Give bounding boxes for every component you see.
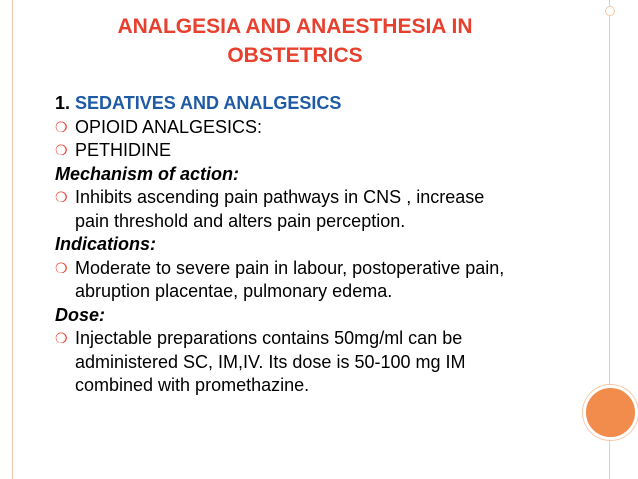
bullet-item [55, 116, 590, 140]
section-heading: SEDATIVES AND ANALGESICS [75, 93, 342, 113]
bullet-icon: ❍ [55, 259, 68, 276]
bullet-text: PETHIDINE [75, 140, 172, 160]
title-line-1: ANALGESIA AND ANAESTHESIA IN [117, 15, 473, 38]
bullet-icon: ❍ [55, 189, 68, 205]
section-heading-row [55, 92, 590, 116]
bullet-text-line: Moderate to severe pain in labour, postoperative pain, [75, 257, 505, 278]
top-frame-dot [605, 6, 615, 16]
bullet-item [55, 186, 590, 233]
slide-body [55, 92, 590, 398]
indications-heading: Indications: [55, 234, 157, 254]
bullet-text-line: combined with promethazine. [75, 375, 310, 395]
orange-circle-decoration [583, 385, 638, 440]
bullet-item [55, 257, 590, 304]
bullet-icon: ❍ [55, 330, 68, 346]
section-number: 1. [55, 93, 71, 113]
bullet-text-line: pain threshold and alters pain perception. [75, 210, 406, 231]
bullet-item [55, 327, 590, 398]
bullet-text-line: Injectable preparations contains 50mg/ml can be [75, 328, 463, 348]
left-frame-line [12, 0, 13, 479]
bullet-text: OPIOID ANALGESICS: [75, 116, 263, 137]
title-line-2: OBSTETRICS [227, 44, 363, 67]
bullet-text-line: abruption placentae, pulmonary edema. [75, 281, 393, 301]
bullet-text-line: Inhibits ascending pain pathways in CNS , increase [75, 187, 485, 207]
bullet-text-line: administered SC, IM,IV. Its dose is 50-100 mg IM [75, 351, 466, 372]
dose-heading: Dose: [55, 304, 106, 325]
bullet-icon: ❍ [55, 118, 68, 135]
bullet-item [55, 139, 590, 163]
mechanism-heading: Mechanism of action: [55, 163, 240, 184]
slide-title [60, 12, 530, 70]
bullet-icon: ❍ [55, 142, 68, 158]
